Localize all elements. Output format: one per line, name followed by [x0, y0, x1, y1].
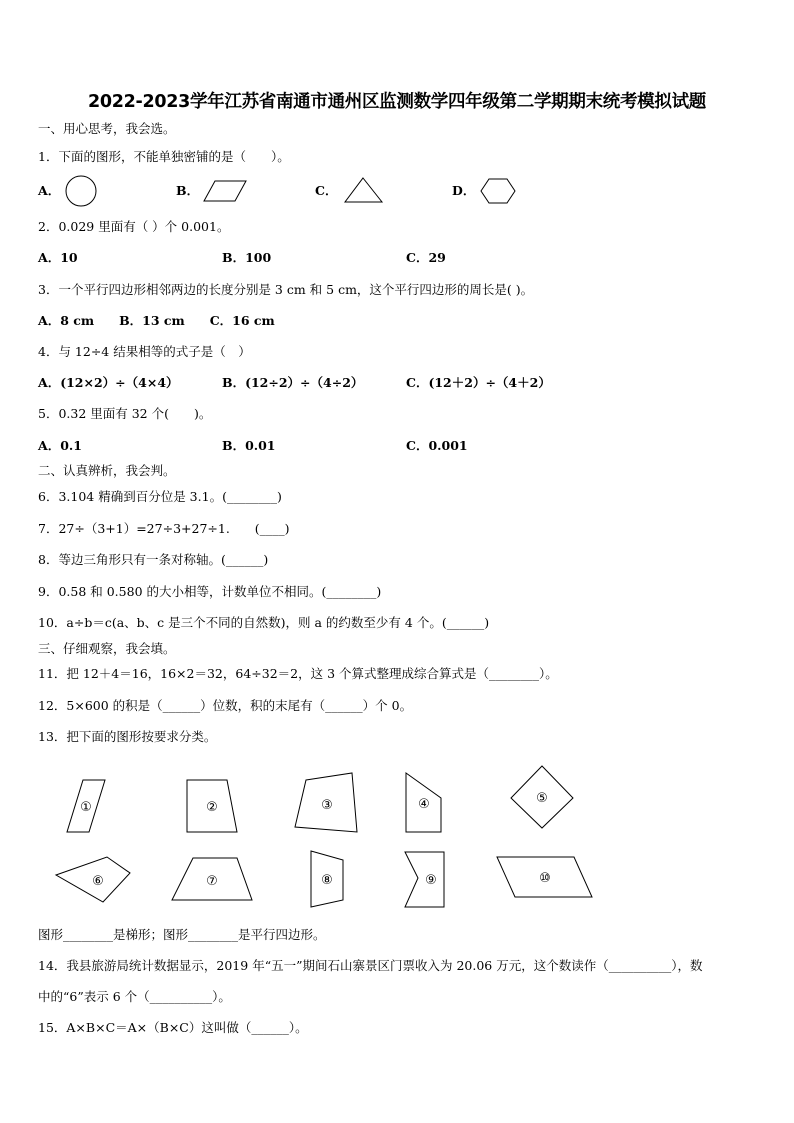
circle-shape	[64, 174, 98, 208]
question-1: 1．下面的图形，不能单独密铺的是（ ）。	[38, 149, 290, 164]
figure-9-label: ⑨	[425, 873, 437, 888]
q4-option-a: A．(12×2）÷（4×4）	[38, 375, 179, 390]
figure-2-label: ②	[206, 800, 218, 815]
question-4: 4．与 12÷4 结果相等的式子是（ ）	[38, 344, 251, 359]
figure-5-label: ⑤	[536, 791, 548, 806]
figure-1-label: ①	[80, 800, 92, 815]
question-10: 10．a÷b＝c(a、b、c 是三个不同的自然数)，则 a 的约数至少有 4 个。(______)	[38, 615, 490, 630]
parallelogram-shape	[203, 180, 247, 202]
q5-option-a: A．0.1	[38, 438, 82, 453]
figure-4-label: ④	[418, 797, 430, 812]
q5-option-b: B．0.01	[222, 438, 276, 453]
question-14-line2: 中的“6”表示 6 个（__________）。	[38, 989, 231, 1004]
section-heading-2: 二、认真辨析，我会判。	[38, 463, 176, 478]
q13-figures	[0, 760, 794, 920]
figure-6-label: ⑥	[92, 874, 104, 889]
figure-10-label: ⑩	[539, 871, 551, 886]
question-14-line1: 14．我县旅游局统计数据显示，2019 年“五一”期间石山寨景区门票收入为 20.06 万元，这个数读作（__________），数	[38, 958, 703, 973]
question-2: 2．0.029 里面有（ ）个 0.001。	[38, 219, 230, 234]
question-5: 5．0.32 里面有 32 个( )。	[38, 406, 212, 421]
question-7: 7．27÷（3+1）=27÷3+27÷1. (____)	[38, 521, 290, 536]
q5-option-c: C．0.001	[406, 438, 468, 453]
section-heading-1: 一、用心思考，我会选。	[38, 121, 176, 136]
question-12: 12．5×600 的积是（______）位数，积的末尾有（______）个 0。	[38, 698, 413, 713]
page-title: 2022-2023学年江苏省南通市通州区监测数学四年级第二学期期末统考模拟试题	[88, 92, 706, 112]
figure-3-label: ③	[321, 798, 333, 813]
question-15: 15．A×B×C＝A×（B×C）这叫做（______）。	[38, 1020, 308, 1035]
figure-7-label: ⑦	[206, 874, 218, 889]
q13-answer: 图形________是梯形；图形________是平行四边形。	[38, 927, 326, 942]
q2-option-b: B．100	[222, 250, 272, 265]
question-11: 11．把 12＋4＝16，16×2＝32，64÷32＝2，这 3 个算式整理成综合算式是（________）。	[38, 666, 558, 681]
triangle-shape	[344, 177, 384, 204]
q3-options: A．8 cm B．13 cm C．16 cm	[38, 313, 275, 328]
q1-option-a-label: A．	[38, 183, 61, 198]
question-8: 8．等边三角形只有一条对称轴。(______)	[38, 552, 269, 567]
question-9: 9．0.58 和 0.580 的大小相等，计数单位不相同。(________)	[38, 584, 382, 599]
q1-option-c-label: C．	[315, 183, 338, 198]
question-13: 13．把下面的图形按要求分类。	[38, 729, 217, 744]
q4-option-b: B．(12÷2）÷（4÷2）	[222, 375, 364, 390]
figure-8-label: ⑧	[321, 873, 333, 888]
q2-option-c: C．29	[406, 250, 446, 265]
q4-option-c: C．(12＋2）÷（4＋2）	[406, 375, 551, 390]
q2-option-a: A．10	[38, 250, 78, 265]
q1-option-b-label: B．	[176, 183, 200, 198]
question-6: 6．3.104 精确到百分位是 3.1。(________)	[38, 489, 282, 504]
q1-option-d-label: D．	[452, 183, 476, 198]
section-heading-3: 三、仔细观察，我会填。	[38, 641, 176, 656]
hexagon-shape	[480, 178, 516, 204]
question-3: 3．一个平行四边形相邻两边的长度分别是 3 cm 和 5 cm，这个平行四边形的周长是( )。	[38, 282, 534, 297]
